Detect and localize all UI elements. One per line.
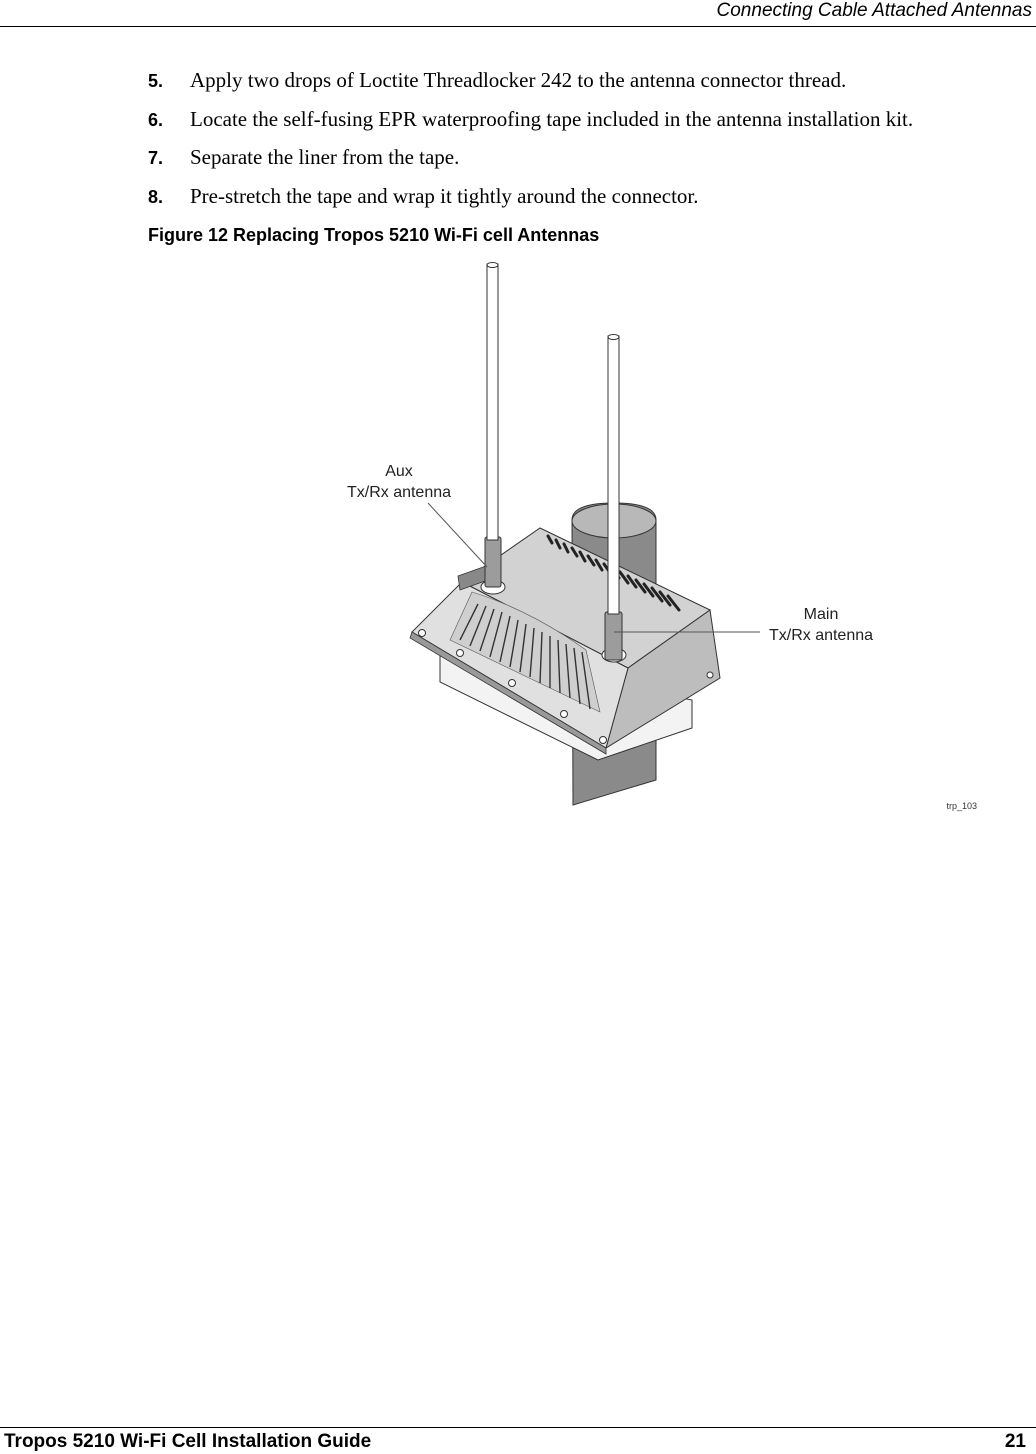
aux-leader-line <box>428 503 487 567</box>
step-number: 5. <box>148 71 164 91</box>
step-number: 8. <box>148 186 164 207</box>
step-text: Locate the self-fusing EPR waterproofing tape included in the antenna installation kit. <box>190 106 914 131</box>
page-number: 21 <box>1004 1431 1026 1452</box>
step-text: Apply two drops of Loctite Threadlocker 242 to the antenna connector thread. <box>190 68 847 92</box>
figure-id: trp_103 <box>946 801 977 811</box>
step-number: 7. <box>148 148 164 168</box>
figure-caption: Figure 12 Replacing Tropos 5210 Wi-Fi cell Antennas <box>148 225 600 245</box>
main-label-line2: Tx/Rx antenna <box>768 627 874 644</box>
footer-rule <box>0 1427 1036 1428</box>
aux-label-line2: Tx/Rx antenna <box>346 484 452 501</box>
wifi-cell-enclosure <box>410 528 720 760</box>
aux-antenna <box>481 263 505 595</box>
footer-title: Tropos 5210 Wi-Fi Cell Installation Guide <box>4 1431 372 1452</box>
step-number: 6. <box>148 109 164 130</box>
main-label-line1: Main <box>803 606 839 623</box>
aux-label-line1: Aux <box>385 463 413 480</box>
step-text: Pre-stretch the tape and wrap it tightly around the connector. <box>190 183 699 208</box>
page-header-title: Connecting Cable Attached Antennas <box>716 0 1032 21</box>
step-text: Separate the liner from the tape. <box>190 145 460 169</box>
